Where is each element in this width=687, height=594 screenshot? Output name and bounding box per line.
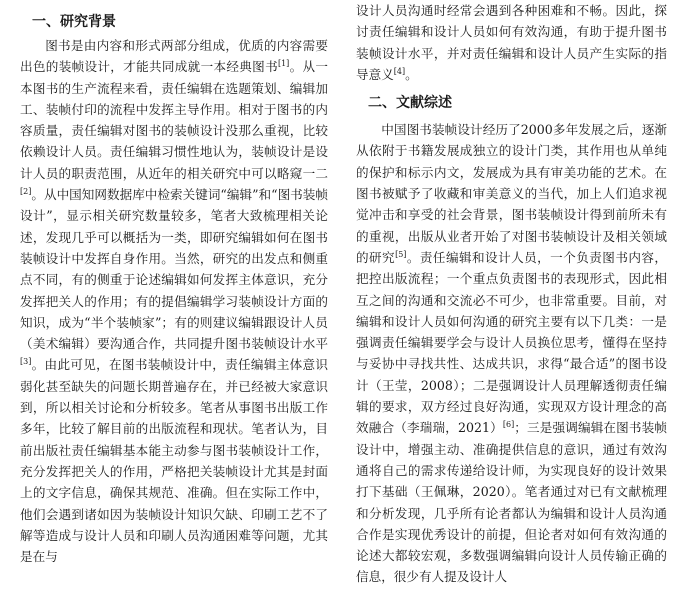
citation-ref: [3] bbox=[20, 357, 32, 367]
paragraph-text: 中国图书装帧设计经历了2000多年发展之后，逐渐从依附于书籍发展成独立的设计门类，其作用也从单纯的保护和标示内文，发展成为具有审美功能的艺术。在图书被赋予了收藏和审美意义的当代，加上人们追求视觉冲击和享受的社会背景，图书装帧设计得到前所未有的重视，出版从业者开始了对图书装帧设计及相关领域的研究 bbox=[356, 122, 667, 265]
paragraph-text: 。从一本图书的生产流程来看，责任编辑在选题策划、编辑加工、装帧付印的流程中发挥主导作用。相对于图书的内容质量，责任编辑对图书的装帧设计没那么重视，比较依赖设计人员。责任编辑习惯性地认为，装帧设计是设计人员的职责范围，从近年的相关研究中可以略窥一二 bbox=[20, 59, 329, 181]
citation-ref: [1] bbox=[277, 59, 290, 69]
paragraph-text: 。从中国知网数据库中检索关键词“编辑”和“图书装帧设计”，显示相关研究数量较多，笔者大致梳理相关论述，发现几乎可以概括为一类，即研究编辑如何在图书装帧设计中发挥自身作用。当然，研究的出发点和侧重点不同，有的侧重于论述编辑如何发挥主体意识，充分发挥把关人的作用；有的提倡编辑学习装帧设计方面的知识，成为“半个装帧家”；有的则建议编辑跟设计人员（美术编辑）要沟通合作，共同提升图书装帧设计水平 bbox=[20, 187, 328, 352]
paragraph-text: 图书是由内容和形式两部分组成，优质的内容需要出色的装帧设计，才能共同成就一本经典图书 bbox=[20, 38, 328, 75]
body-paragraph bbox=[356, 119, 667, 588]
citation-ref: [5] bbox=[395, 249, 407, 259]
paragraph-text: 。责任编辑和设计人员，一个负责图书内容，把控出版流程；一个重点负责图书的表现形式，因此相互之间的沟通和交流必不可少，也非常重要。目前，对编辑和设计人员如何沟通的研究主要有以下几类：一是强调责任编辑要学会与设计人员换位思考，懂得在坚持与妥协中寻找共性、达成共识，求得“最合适”的图书设计（王莹，2008）；二是强调设计人员理解透彻责任编辑的要求，双方经过良好沟通，实现双方设计理念的高效融合（李瑞瑞，2021） bbox=[356, 249, 668, 436]
paragraph-text: 设计人员沟通时经常会遇到各种困难和不畅。因此，探讨责任编辑和设计人员如何有效沟通，有助于提升图书装帧设计水平，并对责任编辑和设计人员产生实际的指导意义 bbox=[356, 3, 667, 82]
right-column bbox=[356, 0, 667, 588]
citation-ref: [4] bbox=[393, 66, 406, 76]
left-column bbox=[20, 0, 328, 567]
section-heading-literature-review: 二、文献综述 bbox=[368, 95, 452, 112]
section-heading-research-background: 一、研究背景 bbox=[32, 14, 116, 30]
paragraph-text: ；三是强调编辑在图书装帧设计中，增强主动、准确提供信息的意识，通过有效沟通将自己的需求传递给设计师，为实现良好的设计效果打下基础（王佩琳，2020）。笔者通过对已有文献梳理和分析发现，几乎所有论者都认为编辑和设计人员沟通合作是实现优秀设计的前提，但论者对如何有效沟通的论述大都较宏观，多数强调编辑向设计人员传输正确的信息，很少有人提及设计人 bbox=[356, 420, 667, 585]
body-paragraph bbox=[20, 35, 328, 567]
paragraph-text: 。由此可见，在图书装帧设计中，责任编辑主体意识弱化甚至缺失的问题长期普遍存在，并已经被大家意识到，所以相关讨论和分析较多。笔者从事图书出版工作多年，比较了解目前的出版流程和现状。笔者认为，目前出版社责任编辑基本能主动参与图书装帧设计工作，充分发挥把关人的作用，严格把关装帧设计尤其是封面上的文字信息，确保其规范、准确。但在实际工作中，他们会遇到诸如因为装帧设计知识欠缺、印刷工艺不了解等造成与设计人员和印刷人员沟通困难等问题，尤其是在与 bbox=[20, 357, 328, 565]
continued-paragraph bbox=[356, 0, 667, 85]
citation-ref: [2] bbox=[20, 186, 32, 196]
paragraph-text: 。 bbox=[405, 66, 418, 82]
citation-ref: [6] bbox=[502, 420, 515, 430]
